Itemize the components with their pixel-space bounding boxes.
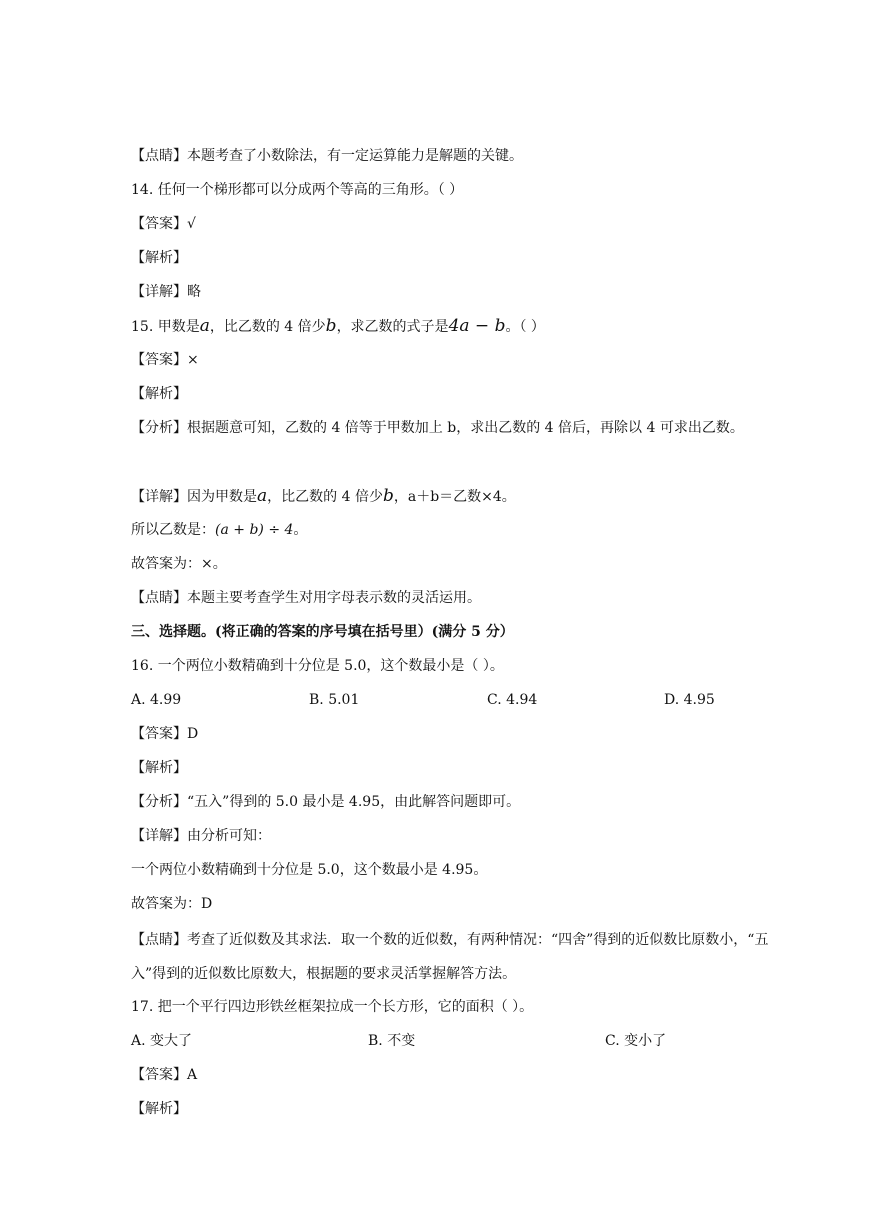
question-16: 16. 一个两位小数精确到十分位是 5.0，这个数最小是（ ）。 — [131, 658, 504, 674]
analysis-label-q17: 【解析】 — [131, 1101, 187, 1117]
option-d: D. 4.95 — [664, 692, 715, 708]
detail-label-q16: 【详解】由分析可知： — [131, 828, 271, 844]
conclusion-q15: 故答案为：×。 — [131, 556, 227, 572]
expression-4a-minus-b: 4a − b — [448, 316, 506, 336]
option-c: C. 4.94 — [487, 692, 538, 708]
question-14: 14. 任何一个梯形都可以分成两个等高的三角形。（ ） — [131, 182, 464, 198]
remark-q15: 【点睛】本题主要考查学生对用字母表示数的灵活运用。 — [131, 590, 481, 606]
remark-q13: 【点睛】本题考查了小数除法，有一定运算能力是解题的关键。 — [131, 148, 523, 164]
option-c: C. 变小了 — [605, 1033, 667, 1049]
answer-q16: 【答案】D — [131, 726, 199, 742]
analysis-label-q16: 【解析】 — [131, 760, 187, 776]
option-a: A. 4.99 — [131, 692, 182, 708]
answer-q15: 【答案】× — [131, 352, 199, 368]
detail-q14: 【详解】略 — [131, 284, 201, 300]
analysis-label-q15: 【解析】 — [131, 386, 187, 402]
section-heading-choice: 三、选择题。(将正确的答案的序号填在括号里）(满分 5 分） — [131, 624, 514, 640]
analysis-q16: 【分析】“五入”得到的 5.0 最小是 4.95，由此解答问题即可。 — [131, 794, 521, 810]
question-17: 17. 把一个平行四边形铁丝框架拉成一个长方形，它的面积（ ）。 — [131, 999, 534, 1015]
option-b: B. 5.01 — [309, 692, 360, 708]
answer-q17: 【答案】A — [131, 1067, 198, 1083]
option-a: A. 变大了 — [131, 1033, 193, 1049]
expression-a-plus-b-div-4: (a + b) ÷ 4 — [215, 522, 294, 538]
analysis-q15: 【分析】根据题意可知，乙数的 4 倍等于甲数加上 b，求出乙数的 4 倍后，再除以 4 可求出乙数。 — [131, 420, 744, 436]
detail-q16: 一个两位小数精确到十分位是 5.0，这个数最小是 4.95。 — [131, 862, 488, 878]
result-q15: 所以乙数是：(a + b) ÷ 4。 — [131, 522, 308, 538]
variable-a: a — [199, 316, 210, 336]
options-q17 — [131, 1031, 779, 1051]
conclusion-q16: 故答案为：D — [131, 896, 213, 912]
detail-q15: 【详解】因为甲数是a，比乙数的 4 倍少b，a＋b＝乙数×4。 — [131, 486, 516, 506]
variable-b: b — [325, 316, 337, 336]
options-q16 — [131, 690, 779, 710]
question-15: 15. 甲数是a，比乙数的 4 倍少b，求乙数的式子是4a − b。（ ） — [131, 316, 545, 336]
remark-q16: 【点睛】考查了近似数及其求法．取一个数的近似数，有两种情况：“四舍”得到的近似数比原数小，“五入”得到的近似数比原数大，根据题的要求灵活掌握解答方法。 — [131, 932, 769, 982]
option-b: B. 不变 — [368, 1033, 416, 1049]
variable-b: b — [382, 486, 394, 506]
analysis-label-q14: 【解析】 — [131, 250, 187, 266]
variable-a: a — [257, 486, 268, 506]
answer-q14: 【答案】√ — [131, 216, 196, 232]
